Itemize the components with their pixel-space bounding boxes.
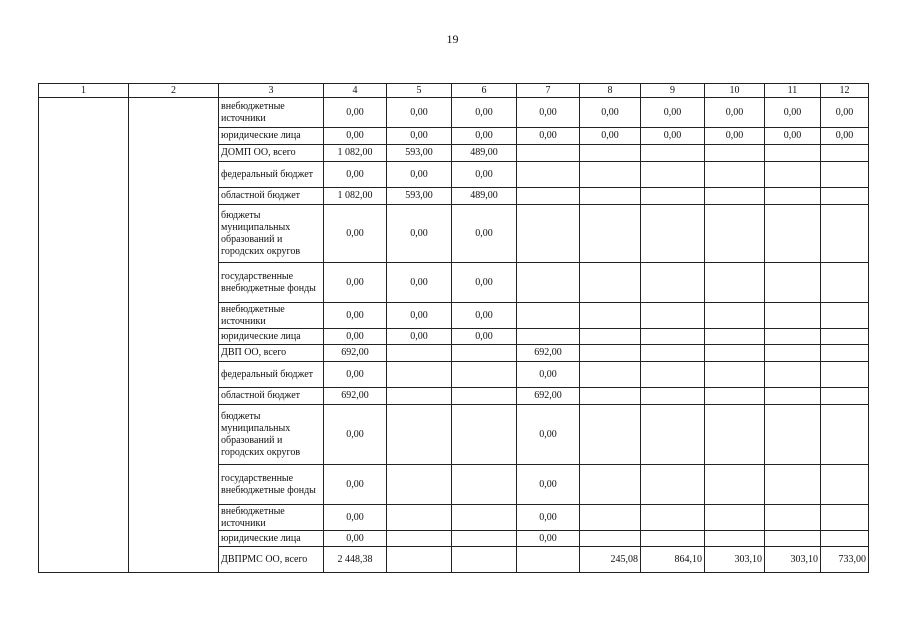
- value-cell: [580, 329, 641, 345]
- value-cell: 0,00: [324, 263, 387, 303]
- value-cell: 0,00: [765, 98, 821, 128]
- row-label: областной бюджет: [219, 388, 324, 405]
- value-cell: [765, 188, 821, 205]
- value-cell: [517, 303, 580, 329]
- value-cell: [705, 388, 765, 405]
- column-header-11: 11: [765, 84, 821, 98]
- value-cell: [705, 329, 765, 345]
- row-label: бюджеты муниципальных образований и городских округов: [219, 405, 324, 465]
- value-cell: 1 082,00: [324, 145, 387, 162]
- value-cell: [452, 465, 517, 505]
- value-cell: [705, 263, 765, 303]
- value-cell: [452, 405, 517, 465]
- value-cell: [580, 531, 641, 547]
- value-cell: [452, 345, 517, 362]
- value-cell: [641, 345, 705, 362]
- value-cell: [705, 465, 765, 505]
- value-cell: [580, 388, 641, 405]
- value-cell: [821, 505, 869, 531]
- value-cell: 0,00: [705, 98, 765, 128]
- value-cell: 0,00: [821, 128, 869, 145]
- page-number: 19: [446, 32, 459, 46]
- value-cell: 0,00: [387, 303, 452, 329]
- row-label: юридические лица: [219, 128, 324, 145]
- value-cell: [641, 405, 705, 465]
- value-cell: 489,00: [452, 145, 517, 162]
- value-cell: [765, 145, 821, 162]
- column-header-8: 8: [580, 84, 641, 98]
- value-cell: [821, 362, 869, 388]
- value-cell: [705, 162, 765, 188]
- value-cell: 0,00: [452, 263, 517, 303]
- value-cell: [765, 162, 821, 188]
- value-cell: 0,00: [517, 531, 580, 547]
- value-cell: [387, 362, 452, 388]
- value-cell: [821, 162, 869, 188]
- value-cell: 733,00: [821, 547, 869, 573]
- value-cell: 0,00: [324, 205, 387, 263]
- value-cell: 0,00: [705, 128, 765, 145]
- value-cell: 0,00: [765, 128, 821, 145]
- value-cell: [517, 205, 580, 263]
- value-cell: 593,00: [387, 145, 452, 162]
- value-cell: 0,00: [324, 362, 387, 388]
- value-cell: [452, 547, 517, 573]
- row-label: областной бюджет: [219, 188, 324, 205]
- value-cell: 593,00: [387, 188, 452, 205]
- value-cell: 0,00: [517, 405, 580, 465]
- value-cell: [641, 162, 705, 188]
- column-header-2: 2: [129, 84, 219, 98]
- value-cell: [387, 531, 452, 547]
- value-cell: 0,00: [452, 98, 517, 128]
- value-cell: [821, 388, 869, 405]
- value-cell: 0,00: [324, 505, 387, 531]
- row-label: ДВПРМС ОО, всего: [219, 547, 324, 573]
- column-header-9: 9: [641, 84, 705, 98]
- row-label: юридические лица: [219, 329, 324, 345]
- column-header-1: 1: [39, 84, 129, 98]
- value-cell: 0,00: [324, 162, 387, 188]
- value-cell: 245,08: [580, 547, 641, 573]
- value-cell: [765, 362, 821, 388]
- table-body: [39, 98, 869, 573]
- value-cell: [580, 145, 641, 162]
- value-cell: [641, 205, 705, 263]
- row-label: внебюджетные источники: [219, 303, 324, 329]
- column-header-12: 12: [821, 84, 869, 98]
- value-cell: [517, 145, 580, 162]
- column-header-4: 4: [324, 84, 387, 98]
- merged-cell-col1: [39, 98, 129, 573]
- value-cell: 0,00: [324, 128, 387, 145]
- column-header-5: 5: [387, 84, 452, 98]
- value-cell: 489,00: [452, 188, 517, 205]
- value-cell: [821, 263, 869, 303]
- value-cell: 0,00: [452, 303, 517, 329]
- value-cell: [765, 303, 821, 329]
- value-cell: [705, 188, 765, 205]
- value-cell: [765, 465, 821, 505]
- value-cell: 0,00: [324, 531, 387, 547]
- value-cell: 0,00: [387, 128, 452, 145]
- column-header-7: 7: [517, 84, 580, 98]
- row-label: юридические лица: [219, 531, 324, 547]
- row-label: федеральный бюджет: [219, 362, 324, 388]
- value-cell: [517, 162, 580, 188]
- value-cell: [580, 465, 641, 505]
- value-cell: 303,10: [705, 547, 765, 573]
- value-cell: 0,00: [324, 329, 387, 345]
- value-cell: [580, 188, 641, 205]
- value-cell: 0,00: [387, 162, 452, 188]
- value-cell: [641, 362, 705, 388]
- value-cell: [821, 303, 869, 329]
- value-cell: 0,00: [324, 98, 387, 128]
- value-cell: [580, 405, 641, 465]
- value-cell: [641, 531, 705, 547]
- value-cell: [641, 329, 705, 345]
- value-cell: 0,00: [452, 162, 517, 188]
- value-cell: [580, 263, 641, 303]
- value-cell: [517, 547, 580, 573]
- value-cell: [765, 329, 821, 345]
- value-cell: [641, 303, 705, 329]
- row-label: внебюджетные источники: [219, 505, 324, 531]
- value-cell: 692,00: [517, 388, 580, 405]
- value-cell: 0,00: [452, 128, 517, 145]
- value-cell: 864,10: [641, 547, 705, 573]
- value-cell: 0,00: [387, 205, 452, 263]
- column-header-10: 10: [705, 84, 765, 98]
- row-label: федеральный бюджет: [219, 162, 324, 188]
- row-label: ДОМП ОО, всего: [219, 145, 324, 162]
- value-cell: [705, 345, 765, 362]
- value-cell: 692,00: [517, 345, 580, 362]
- header-row: [39, 84, 869, 98]
- value-cell: [705, 405, 765, 465]
- value-cell: [641, 465, 705, 505]
- value-cell: [821, 465, 869, 505]
- value-cell: [705, 531, 765, 547]
- row-label: государственные внебюджетные фонды: [219, 263, 324, 303]
- value-cell: 692,00: [324, 345, 387, 362]
- value-cell: 0,00: [821, 98, 869, 128]
- value-cell: 0,00: [517, 465, 580, 505]
- value-cell: [821, 329, 869, 345]
- row-label: ДВП ОО, всего: [219, 345, 324, 362]
- value-cell: [765, 388, 821, 405]
- value-cell: [580, 362, 641, 388]
- value-cell: [517, 263, 580, 303]
- value-cell: [821, 405, 869, 465]
- column-header-3: 3: [219, 84, 324, 98]
- budget-table: [38, 83, 869, 573]
- value-cell: [580, 162, 641, 188]
- value-cell: [821, 188, 869, 205]
- value-cell: [387, 345, 452, 362]
- value-cell: [452, 505, 517, 531]
- value-cell: [517, 329, 580, 345]
- value-cell: 0,00: [324, 465, 387, 505]
- value-cell: [641, 388, 705, 405]
- value-cell: [517, 188, 580, 205]
- value-cell: [821, 205, 869, 263]
- value-cell: 0,00: [641, 98, 705, 128]
- value-cell: [452, 531, 517, 547]
- value-cell: 0,00: [387, 98, 452, 128]
- value-cell: [765, 205, 821, 263]
- value-cell: 0,00: [452, 329, 517, 345]
- value-cell: 0,00: [324, 303, 387, 329]
- value-cell: 303,10: [765, 547, 821, 573]
- value-cell: 0,00: [387, 329, 452, 345]
- value-cell: 0,00: [580, 98, 641, 128]
- value-cell: 2 448,38: [324, 547, 387, 573]
- value-cell: [387, 465, 452, 505]
- value-cell: [387, 388, 452, 405]
- value-cell: 0,00: [324, 405, 387, 465]
- value-cell: [387, 505, 452, 531]
- value-cell: [452, 388, 517, 405]
- row-label: государственные внебюджетные фонды: [219, 465, 324, 505]
- value-cell: [821, 345, 869, 362]
- value-cell: [705, 205, 765, 263]
- value-cell: [705, 505, 765, 531]
- value-cell: [705, 303, 765, 329]
- value-cell: 0,00: [517, 128, 580, 145]
- value-cell: 0,00: [387, 263, 452, 303]
- value-cell: [580, 303, 641, 329]
- value-cell: [705, 145, 765, 162]
- value-cell: [641, 263, 705, 303]
- value-cell: 1 082,00: [324, 188, 387, 205]
- value-cell: [765, 263, 821, 303]
- value-cell: [580, 345, 641, 362]
- value-cell: [387, 547, 452, 573]
- value-cell: [452, 362, 517, 388]
- value-cell: 0,00: [517, 98, 580, 128]
- value-cell: 0,00: [580, 128, 641, 145]
- value-cell: [765, 531, 821, 547]
- value-cell: [580, 205, 641, 263]
- value-cell: 0,00: [452, 205, 517, 263]
- value-cell: [387, 405, 452, 465]
- value-cell: [641, 505, 705, 531]
- value-cell: [641, 188, 705, 205]
- row-label: бюджеты муниципальных образований и городских округов: [219, 205, 324, 263]
- merged-cell-col2: [129, 98, 219, 573]
- value-cell: [821, 531, 869, 547]
- row-label: внебюджетные источники: [219, 98, 324, 128]
- value-cell: [821, 145, 869, 162]
- value-cell: [705, 362, 765, 388]
- value-cell: [765, 345, 821, 362]
- value-cell: 0,00: [517, 362, 580, 388]
- column-header-6: 6: [452, 84, 517, 98]
- value-cell: [641, 145, 705, 162]
- value-cell: 692,00: [324, 388, 387, 405]
- value-cell: 0,00: [517, 505, 580, 531]
- value-cell: 0,00: [641, 128, 705, 145]
- table-row: [39, 98, 869, 128]
- value-cell: [580, 505, 641, 531]
- value-cell: [765, 505, 821, 531]
- value-cell: [765, 405, 821, 465]
